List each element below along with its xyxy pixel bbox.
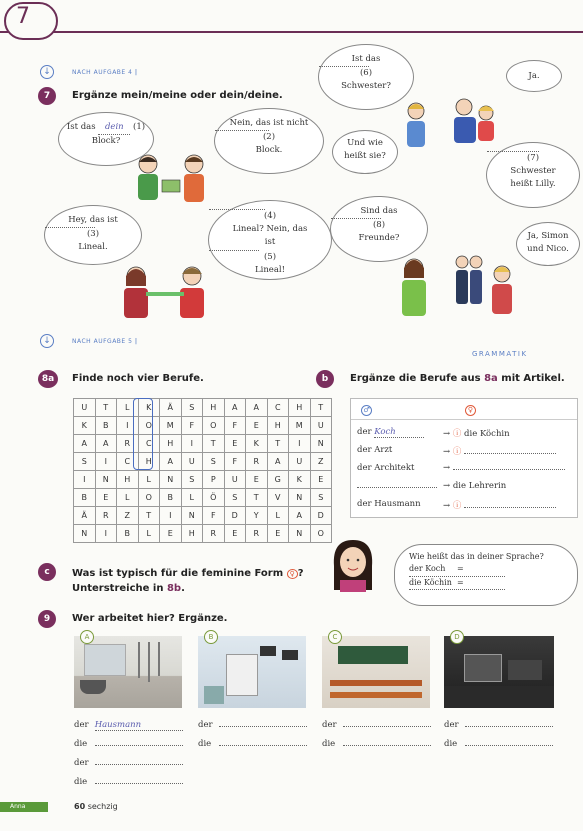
grid-cell: M (160, 417, 182, 435)
grid-row (74, 507, 332, 525)
grid-cell: H (181, 525, 203, 543)
speech-bubble-simon-nico: Ja, Simon und Nico. (516, 222, 580, 266)
speech-bubble-ja: Ja. (506, 60, 562, 92)
speech-bubble-1: Ist das dein (1) Block? (58, 112, 154, 166)
grid-cell: O (310, 525, 332, 543)
table-row: der Hausmann (357, 499, 421, 509)
grid-cell: A (289, 507, 311, 525)
table-row-right: → die Lehrerin (443, 481, 507, 491)
grid-cell: I (117, 417, 139, 435)
footer-tag: Anna (0, 802, 48, 812)
grid-cell: T (246, 489, 268, 507)
nav-label-2: NACH AUFGABE 5 | (72, 338, 138, 345)
grid-cell: H (160, 435, 182, 453)
grid-cell: D (224, 507, 246, 525)
grid-cell: K (246, 435, 268, 453)
grammar-label: GRAMMATIK (472, 350, 528, 358)
grid-cell: U (74, 399, 96, 417)
grid-cell: O (203, 417, 225, 435)
grid-cell: A (160, 453, 182, 471)
speech-bubble-3: Hey, das ist (3) Lineal. (44, 205, 142, 265)
grammar-table (350, 398, 578, 518)
grid-cell: L (138, 525, 160, 543)
translation-speech-bubble: Wie heißt das in deiner Sprache? der Koch = die Köchin = (394, 544, 578, 606)
grid-cell: V (267, 489, 289, 507)
grid-cell: N (310, 435, 332, 453)
grid-cell: C (138, 435, 160, 453)
photo-letter-b: B (204, 630, 218, 644)
photo-kitchen (74, 636, 182, 708)
down-arrow-icon: ↓ (40, 334, 54, 348)
speech-bubble-8: Sind das (8) Freunde? (330, 196, 428, 262)
grid-cell: F (181, 417, 203, 435)
grid-cell: C (117, 453, 139, 471)
grid-cell: Y (246, 507, 268, 525)
grid-cell: S (181, 399, 203, 417)
grid-cell: N (160, 471, 182, 489)
girl-boy-ruler-illustration (110, 262, 220, 328)
grid-cell: E (160, 525, 182, 543)
chapter-number: 7 (16, 4, 30, 29)
grid-cell: I (289, 435, 311, 453)
chapter-rule (0, 31, 583, 33)
task-8a-instruction: Finde noch vier Berufe. (72, 373, 204, 384)
grid-cell: A (267, 453, 289, 471)
grid-cell: A (74, 435, 96, 453)
grid-cell: L (138, 471, 160, 489)
table-row-right: → ⓘ die Köchin (443, 429, 510, 439)
table-row-right: → ⓘ (443, 499, 556, 511)
grid-cell: U (289, 453, 311, 471)
grid-cell: S (310, 489, 332, 507)
grid-cell: E (246, 417, 268, 435)
grid-cell: U (224, 471, 246, 489)
grid-cell: H (289, 399, 311, 417)
grid-row (74, 489, 332, 507)
grid-cell: C (267, 399, 289, 417)
grid-cell: R (95, 507, 117, 525)
grid-cell: I (95, 525, 117, 543)
answer-line: der Hausmann (74, 720, 183, 731)
grid-cell: N (95, 471, 117, 489)
word-search-grid (73, 398, 332, 543)
grid-cell: K (74, 417, 96, 435)
task-number-8b: b (316, 370, 334, 388)
grid-cell: T (310, 399, 332, 417)
grid-cell: B (160, 489, 182, 507)
grid-cell: E (224, 435, 246, 453)
grid-cell: E (224, 525, 246, 543)
female-symbol-icon: ♀ (465, 405, 476, 416)
photo-office (444, 636, 554, 708)
grid-cell: S (74, 453, 96, 471)
grid-cell: K (138, 399, 160, 417)
grid-cell: H (117, 471, 139, 489)
grid-cell: N (289, 525, 311, 543)
grid-cell: A (224, 399, 246, 417)
table-row-right: → (443, 463, 565, 473)
photo-letter-d: D (450, 630, 464, 644)
speech-bubble-und-wie: Und wie heißt sie? (332, 130, 398, 174)
grid-cell: B (117, 525, 139, 543)
answer-line: der (444, 720, 553, 730)
answer-line: der (322, 720, 431, 730)
grid-cell: Ö (203, 489, 225, 507)
table-divider (351, 419, 577, 420)
grid-cell: R (117, 435, 139, 453)
grid-cell: D (310, 507, 332, 525)
grid-cell: I (160, 507, 182, 525)
grid-cell: Ä (74, 507, 96, 525)
girl-avatar (326, 536, 380, 592)
grid-cell: B (95, 417, 117, 435)
grid-cell: S (203, 453, 225, 471)
speech-bubble-4: (4) Lineal? Nein, das ist (5) Lineal! (208, 200, 332, 280)
task-8b-instruction: Ergänze die Berufe aus 8a mit Artikel. (350, 373, 565, 384)
grid-cell: G (267, 471, 289, 489)
grid-cell: I (95, 453, 117, 471)
grid-cell: N (181, 507, 203, 525)
answer-line: der (198, 720, 307, 730)
grid-cell: P (203, 471, 225, 489)
grid-cell: T (203, 435, 225, 453)
grid-cell: L (117, 489, 139, 507)
task-9-instruction: Wer arbeitet hier? Ergänze. (72, 613, 228, 624)
grid-cell: N (74, 525, 96, 543)
found-word-highlight (133, 398, 153, 470)
table-row-right: → ⓘ (443, 445, 556, 457)
down-arrow-icon: ↓ (40, 65, 54, 79)
grid-cell: E (310, 471, 332, 489)
answer-line: die (322, 739, 431, 749)
grid-cell: E (246, 471, 268, 489)
grid-cell: T (138, 507, 160, 525)
grid-cell: B (74, 489, 96, 507)
chapter-badge (4, 2, 58, 40)
grid-cell: L (181, 489, 203, 507)
table-row (357, 481, 437, 491)
table-row: der Architekt (357, 463, 415, 473)
grid-cell: T (95, 399, 117, 417)
grid-cell: T (267, 435, 289, 453)
grid-row (74, 471, 332, 489)
grid-cell: L (267, 507, 289, 525)
grid-cell: Z (117, 507, 139, 525)
family-illustration (398, 95, 503, 155)
grid-cell: I (181, 435, 203, 453)
grid-row (74, 453, 332, 471)
grid-cell: Ä (160, 399, 182, 417)
answer-line: die (198, 739, 307, 749)
grid-cell: R (246, 453, 268, 471)
speech-bubble-7: (7) Schwester heißt Lilly. (486, 142, 580, 208)
grid-cell: N (289, 489, 311, 507)
photo-classroom (322, 636, 430, 708)
grid-cell: S (181, 471, 203, 489)
grid-cell: E (95, 489, 117, 507)
grid-cell: F (224, 417, 246, 435)
task-7-instruction: Ergänze mein/meine oder dein/deine. (72, 90, 283, 101)
grid-cell: R (203, 525, 225, 543)
task-c-instruction: Was ist typisch für die feminine Form ♀ ? Unterstreiche in 8b. (72, 568, 304, 594)
grid-cell: L (117, 399, 139, 417)
answer-line: der (74, 758, 183, 768)
grid-cell: H (138, 453, 160, 471)
grid-cell: I (74, 471, 96, 489)
photo-letter-a: A (80, 630, 94, 644)
grid-cell: O (138, 417, 160, 435)
grid-row (74, 417, 332, 435)
grid-row (74, 525, 332, 543)
friends-illustration (392, 252, 522, 322)
answer-line: die (74, 739, 183, 749)
photo-letter-c: C (328, 630, 342, 644)
grid-cell: U (310, 417, 332, 435)
grid-cell: U (181, 453, 203, 471)
grid-row (74, 435, 332, 453)
grid-cell: A (95, 435, 117, 453)
grid-cell: H (203, 399, 225, 417)
task-number-c: c (38, 563, 56, 581)
speech-bubble-2: Nein, das ist nicht (2) Block. (214, 108, 324, 174)
grid-cell: K (289, 471, 311, 489)
grid-cell: A (246, 399, 268, 417)
answer-line: die (444, 739, 553, 749)
table-row: der Koch (357, 427, 424, 438)
grid-cell: H (267, 417, 289, 435)
grid-cell: E (267, 525, 289, 543)
grid-cell: Z (310, 453, 332, 471)
photo-hospital (198, 636, 306, 708)
grid-cell: S (224, 489, 246, 507)
grid-cell: R (246, 525, 268, 543)
male-symbol-icon: ♂ (361, 405, 372, 416)
speech-bubble-6-question: Ist das (6) Schwester? (318, 44, 414, 110)
table-row: der Arzt (357, 445, 393, 455)
grid-cell: O (138, 489, 160, 507)
task-number-7: 7 (38, 87, 56, 105)
grid-cell: M (289, 417, 311, 435)
answer-line: die (74, 777, 183, 787)
grid-row (74, 399, 332, 417)
grid-cell: F (203, 507, 225, 525)
nav-label: NACH AUFGABE 4 | (72, 69, 138, 76)
task-number-9: 9 (38, 610, 56, 628)
grid-cell: F (224, 453, 246, 471)
task-number-8a: 8a (38, 370, 58, 388)
page-number: 60 sechzig (74, 802, 118, 811)
